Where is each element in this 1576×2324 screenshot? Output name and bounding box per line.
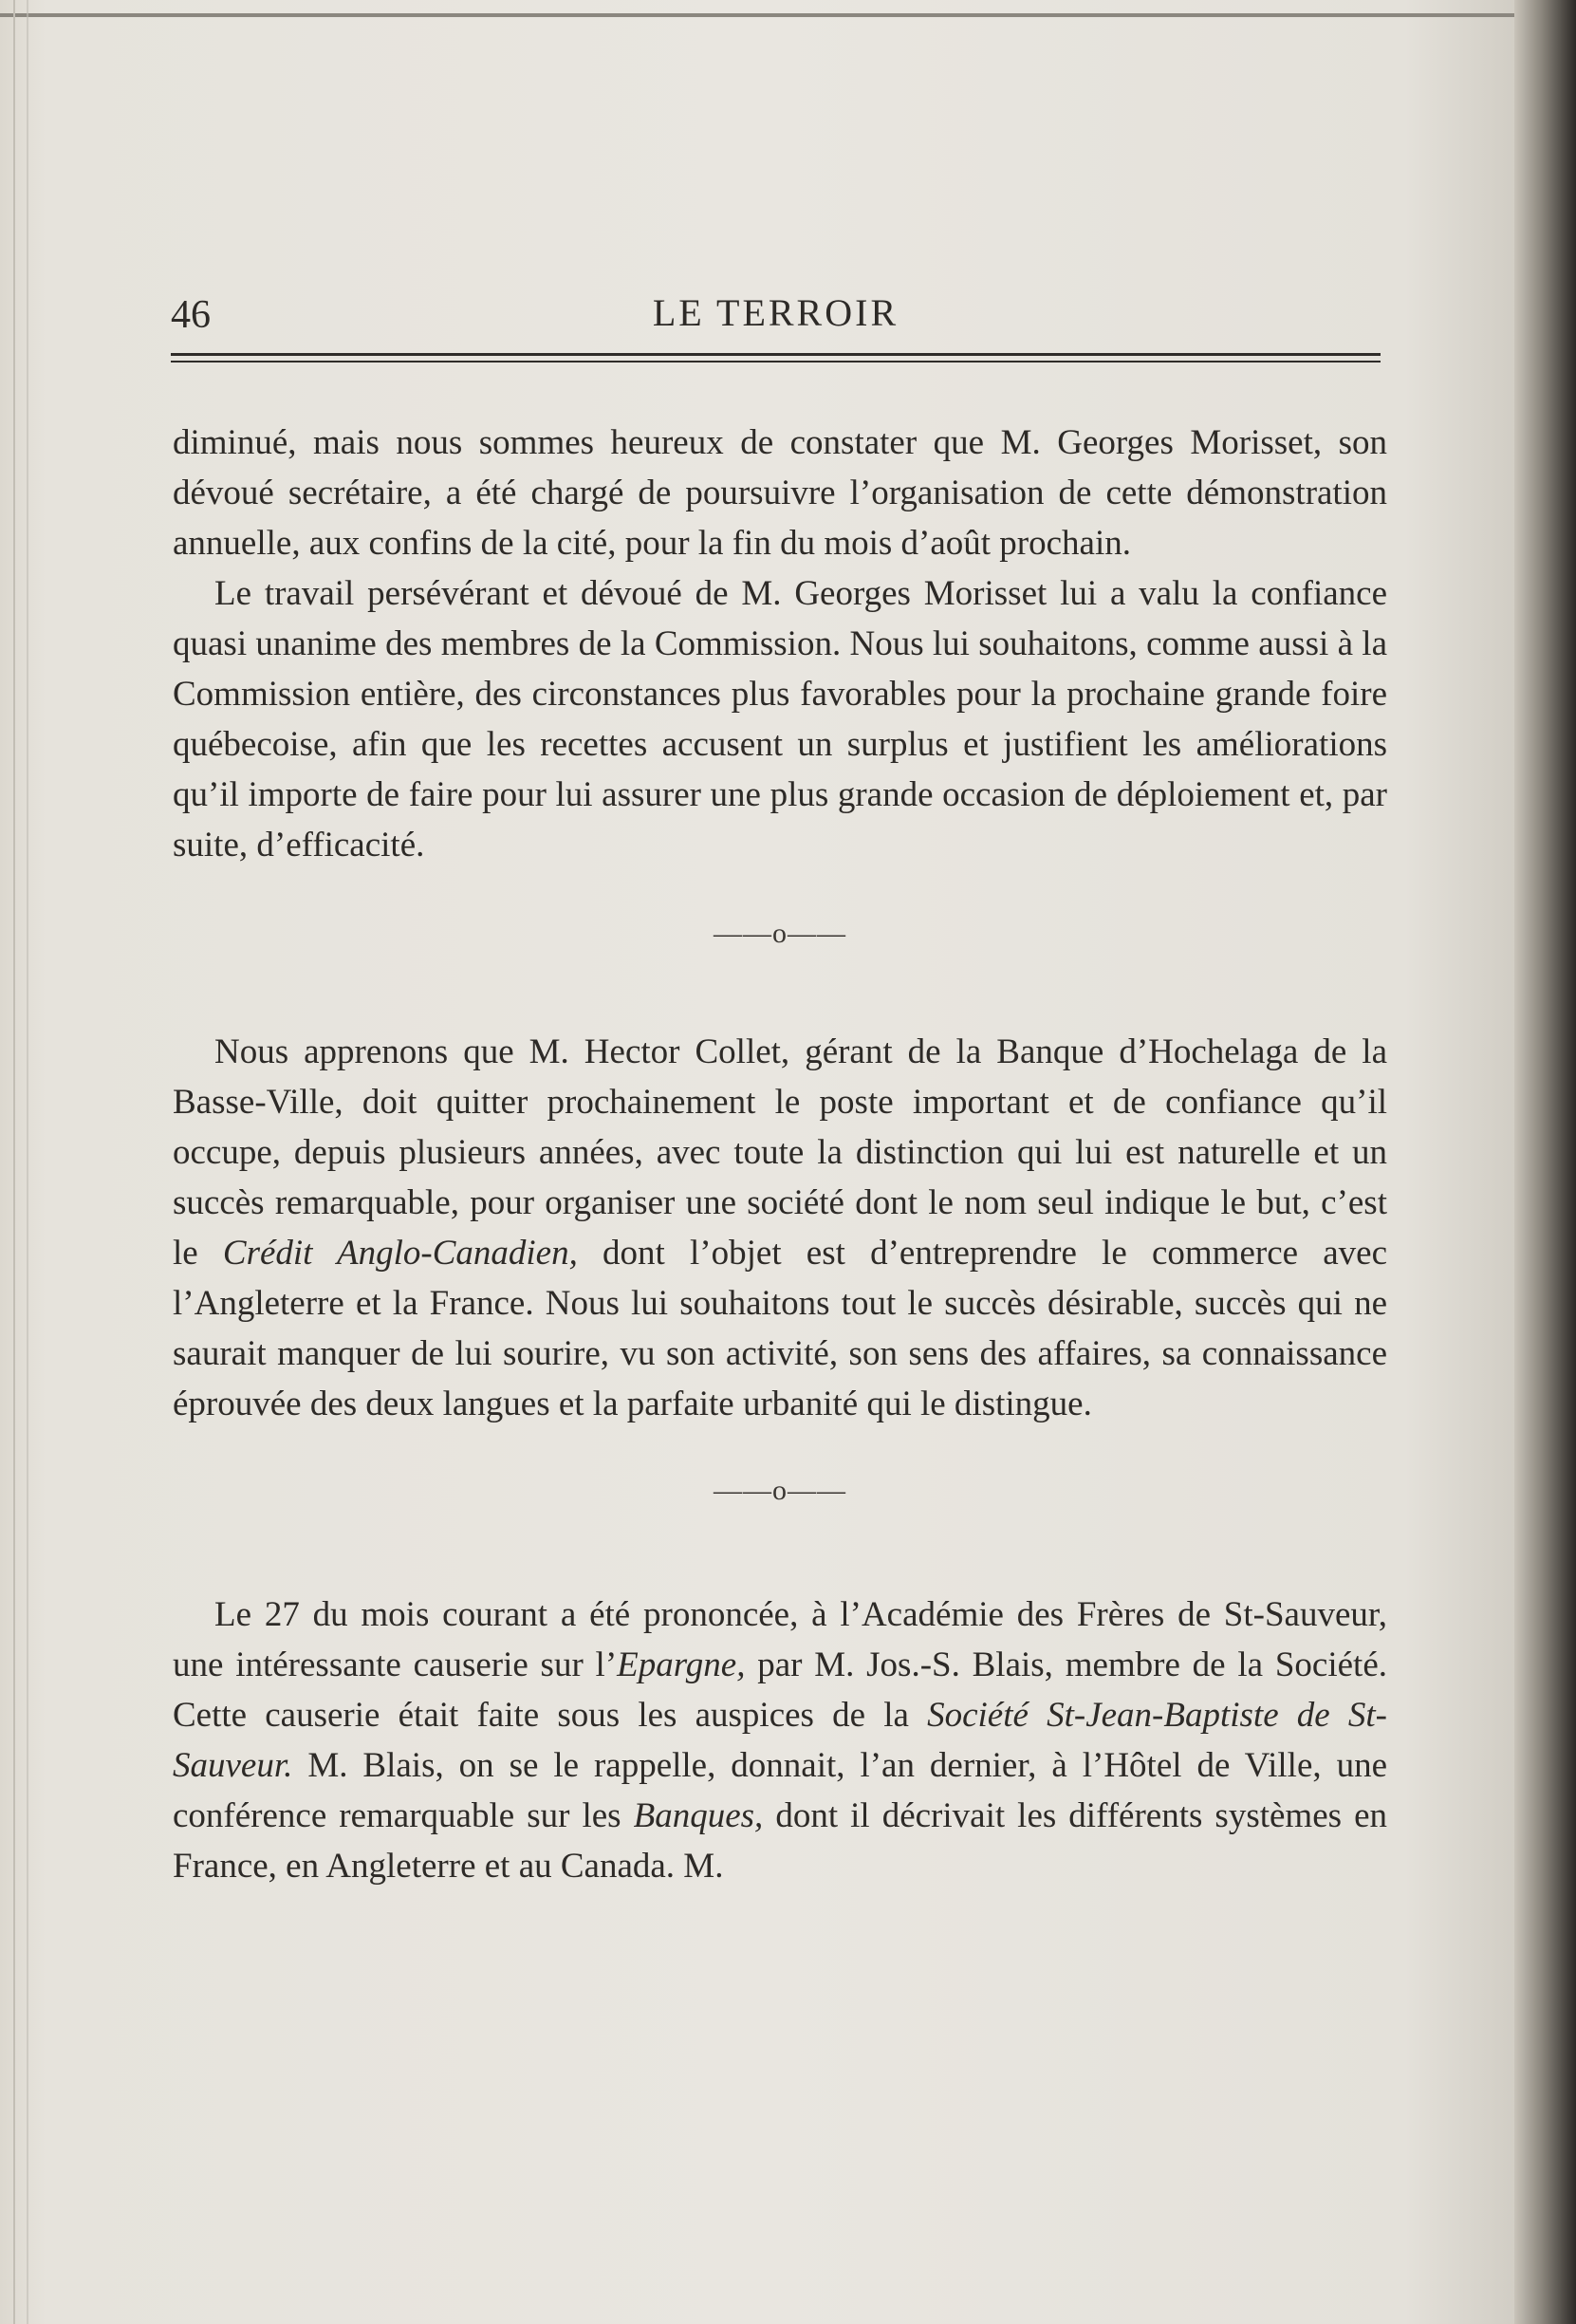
running-title: LE TERROIR (652, 291, 899, 334)
paragraph-text: M. Blais, on se le rappelle, donnait, l’an dernier, à l’Hôtel de Ville, une conférence remarquable sur les (173, 1746, 1387, 1835)
page-number: 46 (171, 293, 211, 337)
paragraph-text: Le 27 du mois courant a été prononcée, à l’Académie des Frères de St-Sauveur, une intéressante causerie sur l’ (173, 1595, 1387, 1684)
page-edge-shadow (1514, 0, 1576, 2324)
paragraph-text: dont l’objet est d’entreprendre le commerce avec l’Angleterre et la France. Nous lui souhaitons tout le succès désirable, succès qui ne saurait manquer de lui sourire, vu son activité, son sens des affaires, sa connaissance éprouvée des deux langues et la parfaite urbanité qui le distingue. (173, 1234, 1387, 1423)
section-separator: ——o—— (714, 1475, 846, 1506)
italic-title: Société St-Jean-Baptiste de St-Sauveur. (173, 1696, 1387, 1785)
paragraph (173, 1027, 1387, 1429)
running-header (171, 285, 1381, 342)
paragraph-text: dont il décrivait les différents systèmes en France, en Angleterre et au Canada. M. (173, 1796, 1387, 1886)
gutter-line (13, 0, 15, 2324)
paragraph: Le travail persévérant et dévoué de M. Georges Morisset lui a valu la confiance quasi unanime des membres de la Commission. Nous lui souhaitons, comme aussi à la Commission entière, des circonstances plus favorables pour la prochaine grande foire québecoise, afin que les recettes accusent un surplus et justifient les améliorations qu’il importe de faire pour lui assurer une plus grande occasion de déploiement et, par suite, d’efficacité. (173, 574, 1387, 865)
italic-title: Banques, (633, 1796, 764, 1835)
section-separator: ——o—— (714, 918, 846, 949)
paragraph-text: Nous apprenons que M. Hector Collet, gérant de la Banque d’Hochelaga de la Basse-Ville, doit quitter prochainement le poste important et de confiance qu’il occupe, depuis plusieurs années, avec toute la distinction qui lui est naturelle et un succès remarquable, pour organiser une société dont le nom seul indique le but, c’est le (173, 1032, 1387, 1273)
paragraph: diminué, mais nous sommes heureux de constater que M. Georges Morisset, son dévoué secrétaire, a été chargé de poursuivre l’organisation de cette démonstration annuelle, aux confins de la cité, pour la fin du mois d’août prochain. (173, 423, 1387, 563)
paragraph (173, 1590, 1387, 1891)
italic-title: Epargne, (617, 1645, 746, 1684)
gutter-line (27, 0, 28, 2324)
italic-title: Crédit Anglo-Canadien, (222, 1234, 578, 1273)
article-body (173, 418, 1387, 1891)
page-top-edge (0, 13, 1518, 17)
paragraph-text: par M. Jos.-S. Blais, membre de la Société. Cette causerie était faite sous les auspices de la (173, 1645, 1387, 1735)
header-double-rule (171, 353, 1381, 363)
